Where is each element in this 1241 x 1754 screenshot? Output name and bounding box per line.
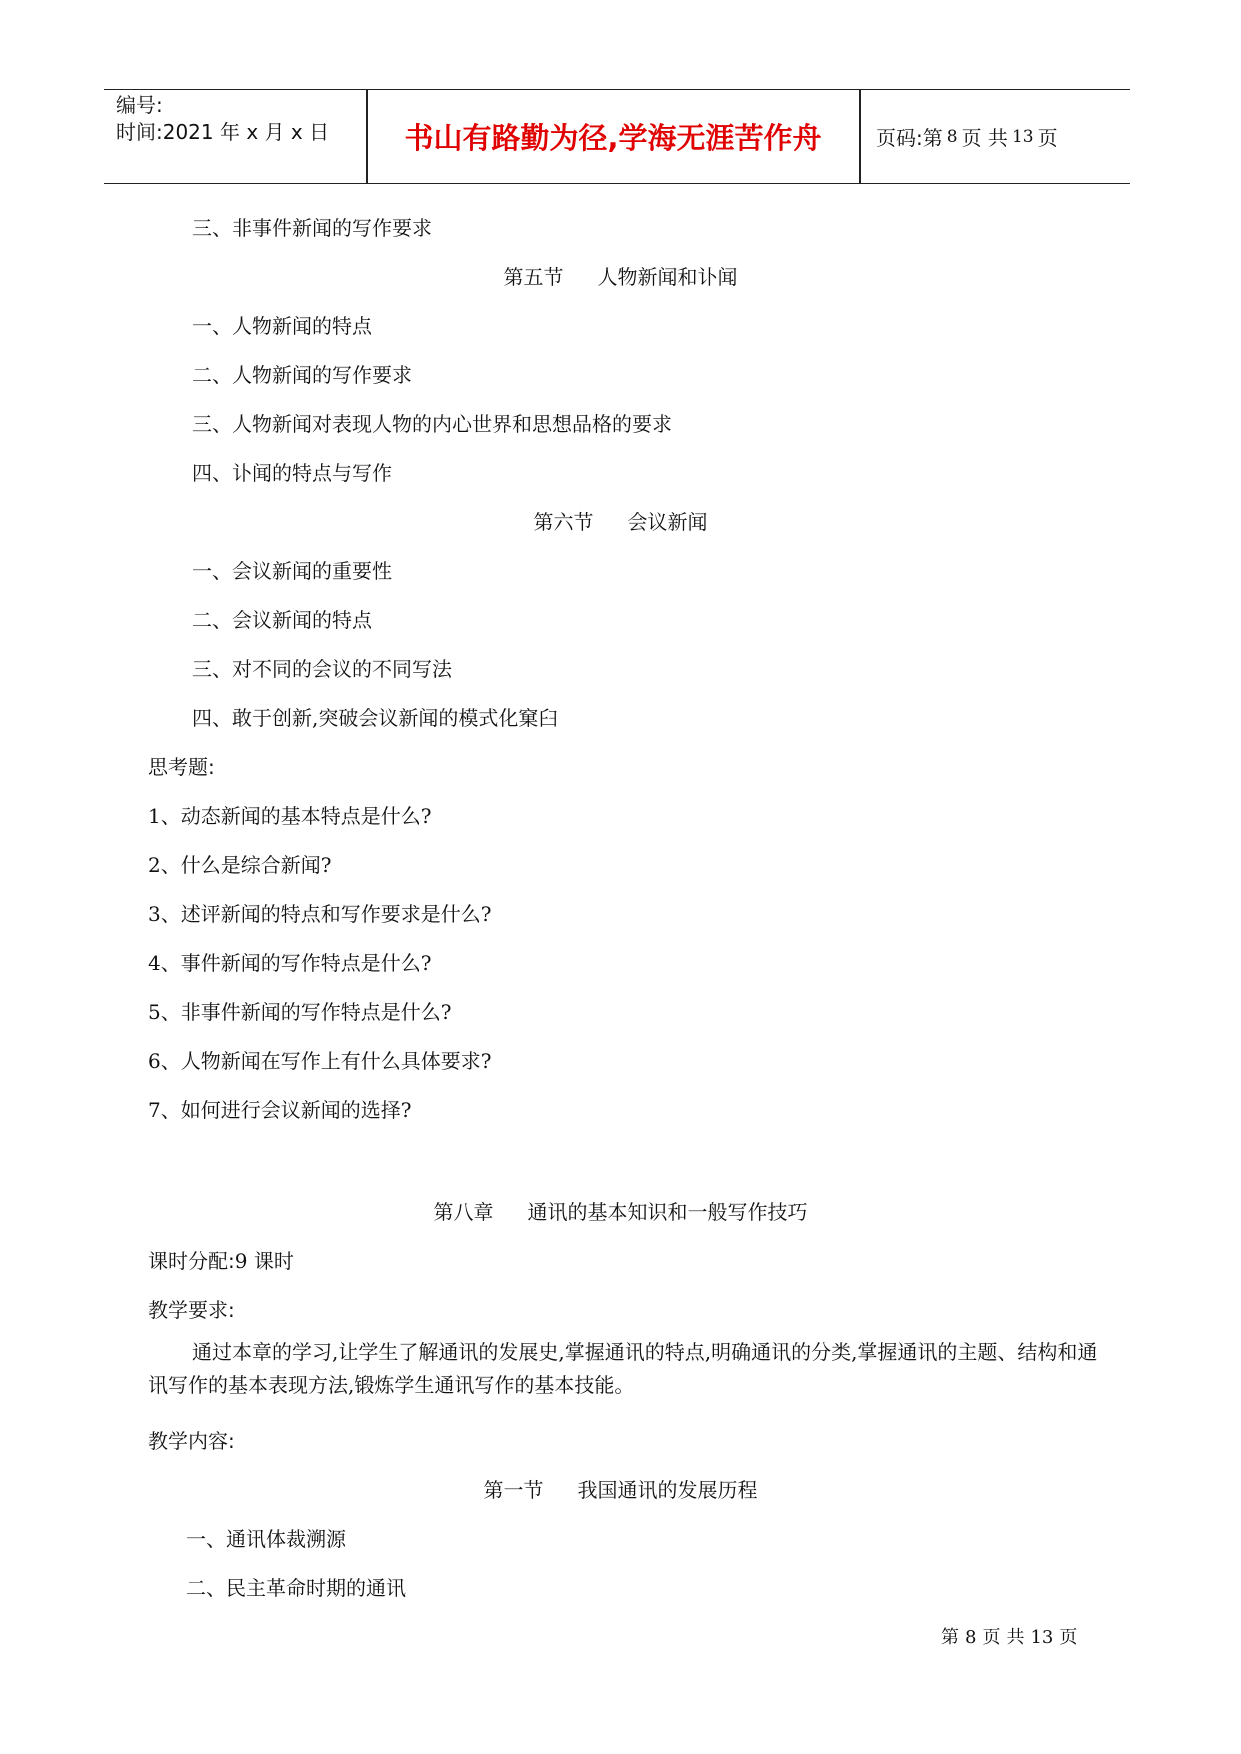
page-footer xyxy=(938,1623,1080,1649)
list-item: 一、通讯体裁溯源 xyxy=(186,1527,346,1551)
chapter-heading xyxy=(0,1196,1241,1225)
chapter-title: 通讯的基本知识和一般写作技巧 xyxy=(527,1200,808,1224)
section-title: 我国通讯的发展历程 xyxy=(577,1478,758,1502)
section-heading xyxy=(0,261,1241,290)
question-item: 1、动态新闻的基本特点是什么? xyxy=(148,804,432,828)
list-item: 四、敢于创新,突破会议新闻的模式化窠臼 xyxy=(192,706,559,730)
section-number: 第一节 xyxy=(483,1478,544,1502)
question-item: 4、事件新闻的写作特点是什么? xyxy=(148,951,432,975)
header-motto: 书山有路勤为径,学海无涯苦作舟 xyxy=(404,121,822,155)
question-item: 6、人物新闻在写作上有什么具体要求? xyxy=(148,1049,492,1073)
list-item: 三、非事件新闻的写作要求 xyxy=(192,216,432,240)
list-item: 三、人物新闻对表现人物的内心世界和思想品格的要求 xyxy=(192,412,672,436)
footer-prefix: 第 xyxy=(941,1627,959,1648)
hours-line xyxy=(148,1245,294,1274)
list-item: 二、会议新闻的特点 xyxy=(192,608,372,632)
section-heading xyxy=(0,506,1241,535)
question-item: 5、非事件新闻的写作特点是什么? xyxy=(148,1000,452,1024)
header-page-info xyxy=(862,90,1144,183)
section-number: 第五节 xyxy=(503,265,564,289)
hours-label: 课时分配: xyxy=(148,1249,235,1273)
list-item: 二、民主革命时期的通讯 xyxy=(186,1576,406,1600)
list-item: 四、讣闻的特点与写作 xyxy=(192,461,392,485)
content-heading: 教学内容: xyxy=(148,1429,235,1453)
list-item: 二、人物新闻的写作要求 xyxy=(192,363,412,387)
list-item: 一、人物新闻的特点 xyxy=(192,314,372,338)
list-item: 一、会议新闻的重要性 xyxy=(192,559,392,583)
page-total: 13 xyxy=(1011,126,1034,147)
footer-page-number: 8 xyxy=(965,1627,977,1648)
section-title: 会议新闻 xyxy=(627,510,708,534)
page-number: 8 xyxy=(946,126,958,147)
header-meta xyxy=(116,92,329,146)
requirements-paragraph: 通过本章的学习,让学生了解通讯的发展史,掌握通讯的特点,明确通讯的分类,掌握通讯的主题、结构和通讯写作的基本表现方法,锻炼学生通讯写作的基本技能。 xyxy=(148,1340,1098,1397)
footer-total: 13 xyxy=(1030,1627,1054,1648)
footer-suffix: 页 xyxy=(1059,1627,1078,1648)
requirements-heading: 教学要求: xyxy=(148,1298,235,1322)
chapter-number: 第八章 xyxy=(433,1200,494,1224)
hours-value: 9 课时 xyxy=(234,1249,294,1273)
questions-heading: 思考题: xyxy=(148,755,215,779)
page-header xyxy=(104,89,1130,184)
time-label: 时间:2021 年 x 月 x 日 xyxy=(116,120,330,144)
footer-total-word: 共 xyxy=(1006,1627,1025,1648)
section-number: 第六节 xyxy=(533,510,594,534)
question-item: 7、如何进行会议新闻的选择? xyxy=(148,1098,412,1122)
number-label: 编号: xyxy=(116,93,163,117)
page-suffix: 页 xyxy=(1037,126,1058,150)
question-item: 3、述评新闻的特点和写作要求是什么? xyxy=(148,902,492,926)
question-item: 2、什么是综合新闻? xyxy=(148,853,332,877)
header-divider-right xyxy=(859,90,861,183)
page-prefix: 页码:第 xyxy=(876,126,943,150)
section-title: 人物新闻和讣闻 xyxy=(597,265,738,289)
footer-page-word: 页 xyxy=(982,1627,1001,1648)
section-heading xyxy=(0,1474,1241,1503)
page-mid: 页 共 xyxy=(961,126,1008,150)
list-item: 三、对不同的会议的不同写法 xyxy=(192,657,452,681)
